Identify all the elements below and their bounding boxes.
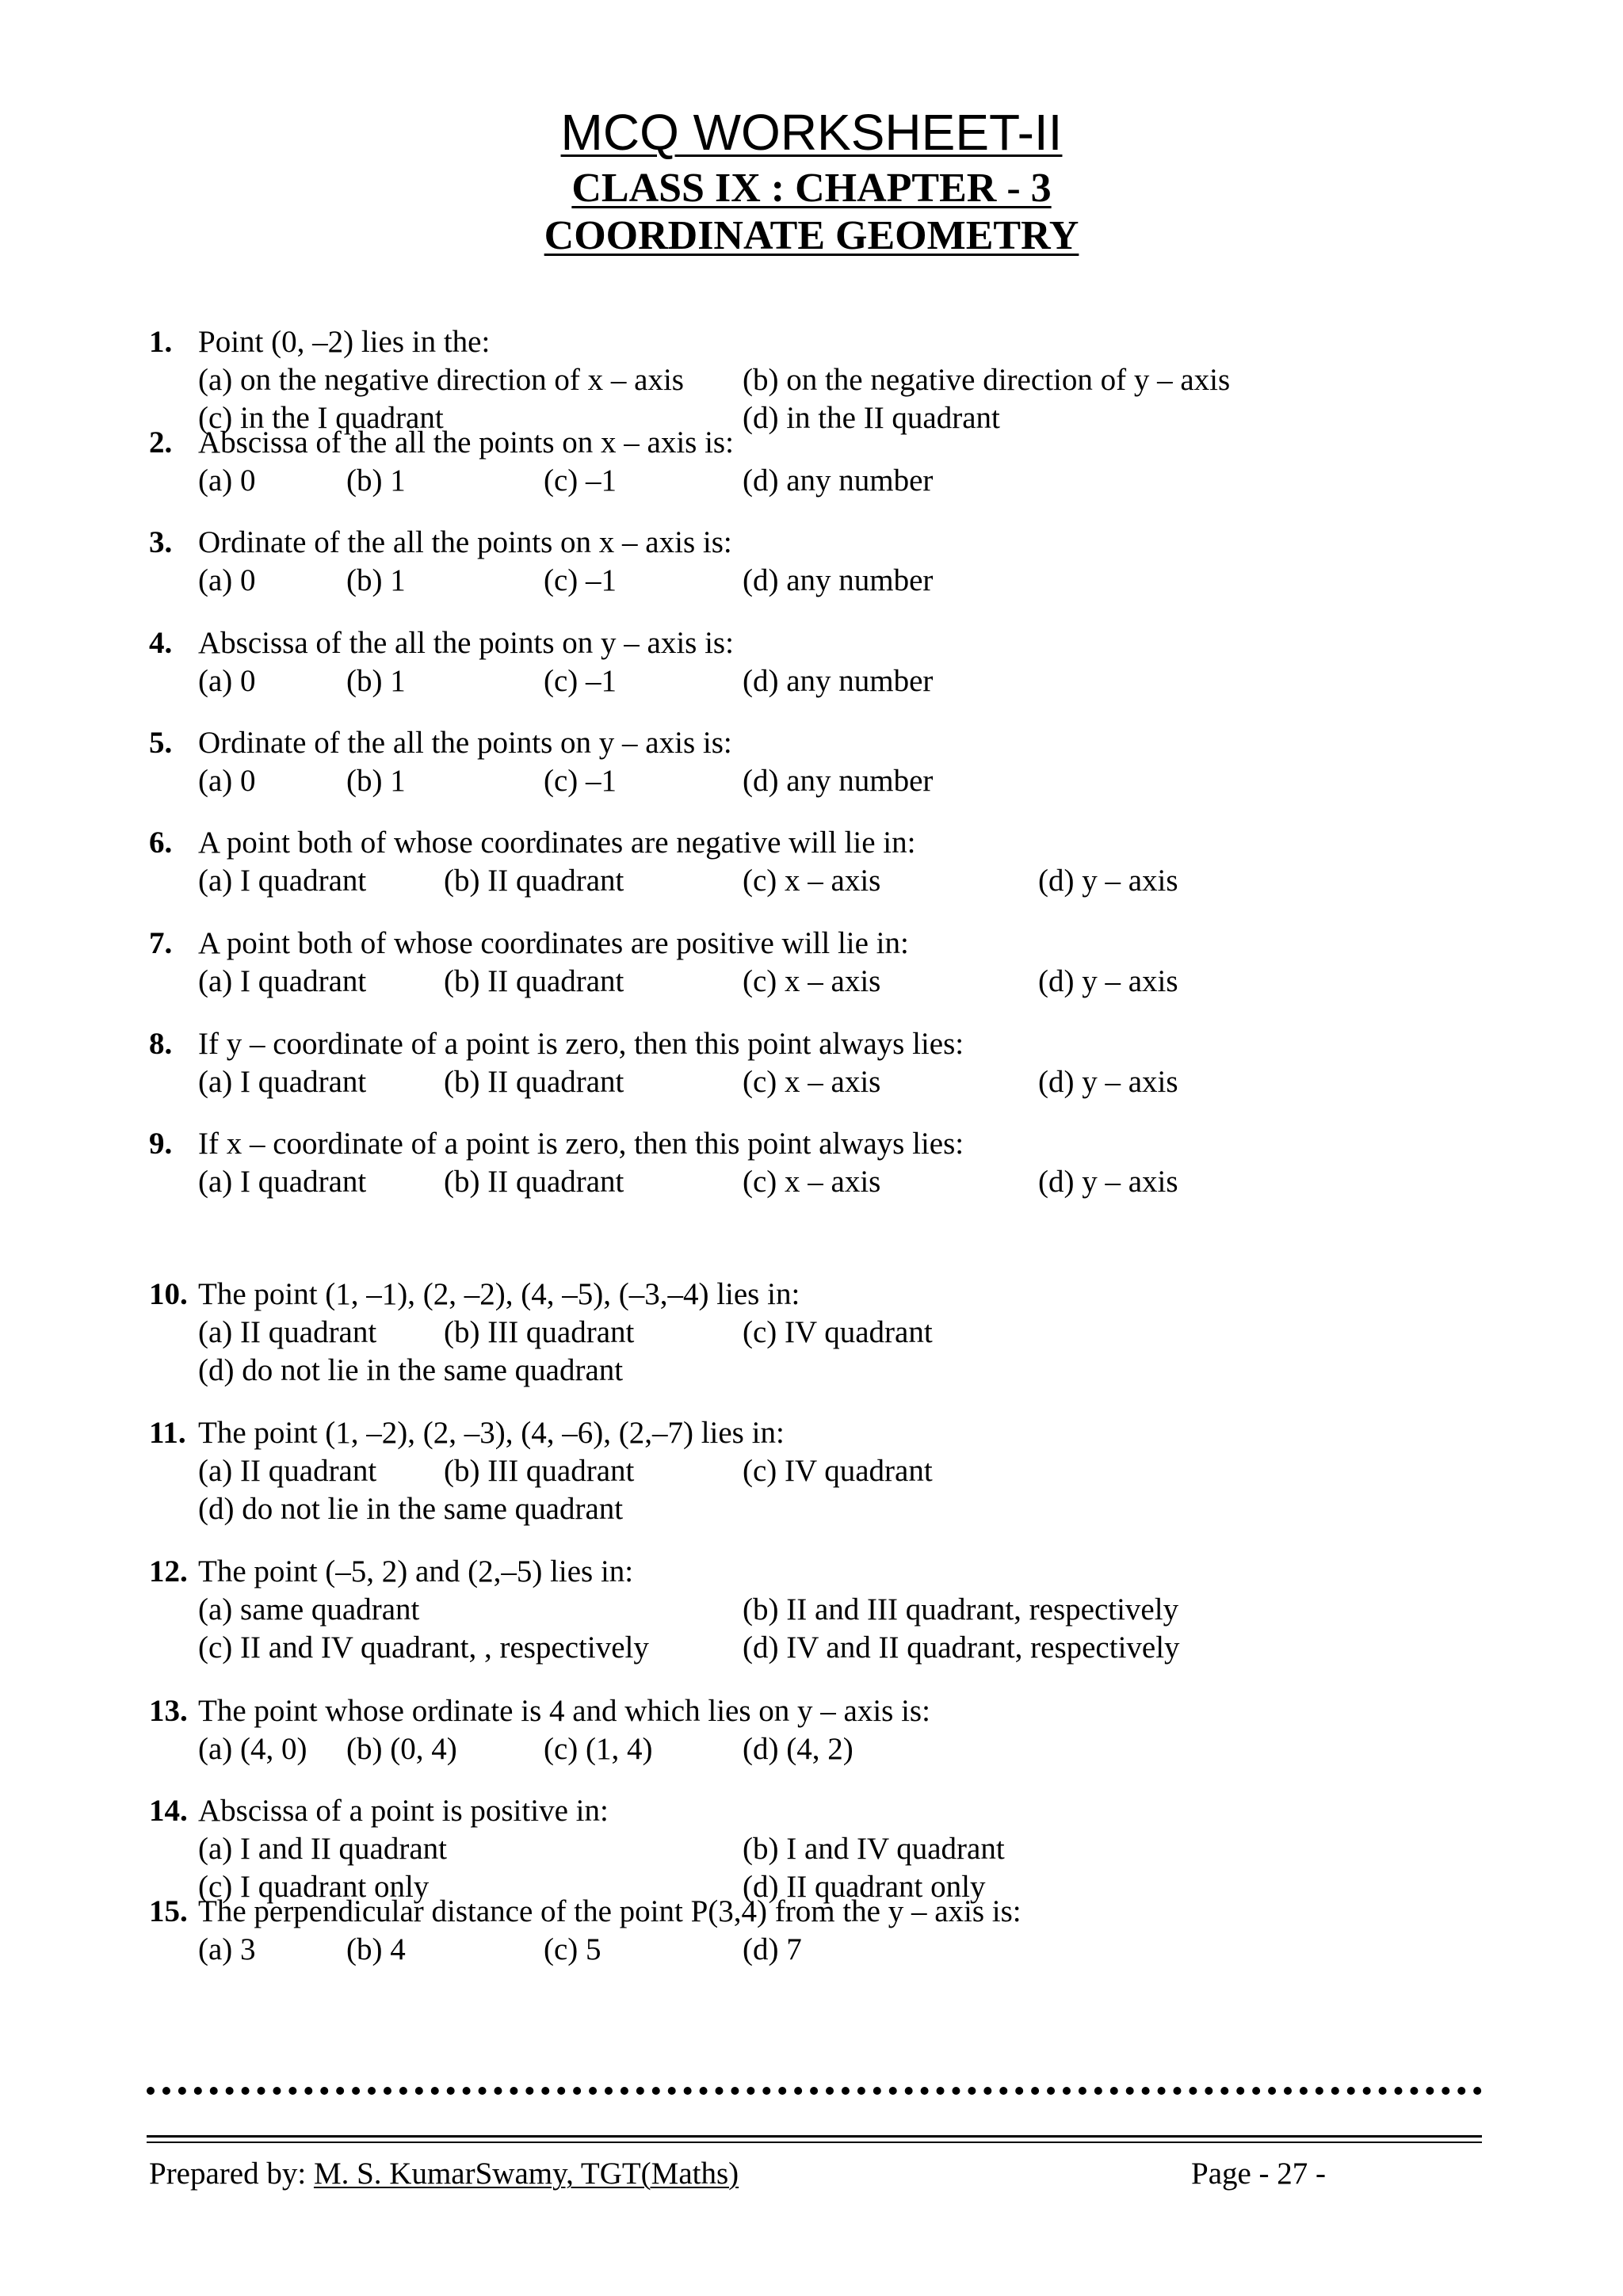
question-number: 2. — [149, 425, 173, 460]
question-text: If y – coordinate of a point is zero, then this point always lies: — [198, 1027, 964, 1061]
question-text: Abscissa of the all the points on x – axis is: — [198, 425, 734, 460]
question-number: 13. — [149, 1694, 188, 1728]
answer-option: (a) same quadrant — [198, 1592, 420, 1627]
answer-option: (a) 0 — [198, 664, 256, 698]
question-number: 3. — [149, 525, 173, 559]
class-chapter-heading — [0, 168, 1623, 209]
question-text: The perpendicular distance of the point P(3,4) from the y – axis is: — [198, 1894, 1022, 1928]
question-text: Point (0, –2) lies in the: — [198, 325, 491, 359]
question-text: The point (–5, 2) and (2,–5) lies in: — [198, 1554, 634, 1589]
answer-option: (d) any number — [743, 664, 934, 698]
answer-option: (d) (4, 2) — [743, 1732, 854, 1766]
answer-option: (d) in the II quadrant — [743, 401, 1000, 435]
answer-option: (d) y – axis — [1038, 1065, 1178, 1099]
question-number: 12. — [149, 1554, 188, 1589]
footer-author: M. S. KumarSwamy, TGT(Maths) — [313, 2157, 739, 2191]
answer-option: (a) II quadrant — [198, 1315, 377, 1349]
answer-option: (c) in the I quadrant — [198, 401, 444, 435]
answer-option: (c) (1, 4) — [544, 1732, 653, 1766]
answer-option: (b) II and III quadrant, respectively — [743, 1592, 1179, 1627]
answer-option: (c) x – axis — [743, 1165, 881, 1199]
answer-option: (c) IV quadrant — [743, 1454, 933, 1488]
answer-option: (c) IV quadrant — [743, 1315, 933, 1349]
footer-rule — [147, 2135, 1482, 2138]
answer-option: (b) on the negative direction of y – axis — [743, 363, 1231, 397]
answer-option: (c) II and IV quadrant, , respectively — [198, 1630, 649, 1665]
answer-option: (b) (0, 4) — [346, 1732, 457, 1766]
answer-option: (d) IV and II quadrant, respectively — [743, 1630, 1180, 1665]
answer-option: (c) –1 — [544, 664, 617, 698]
answer-option: (a) I quadrant — [198, 864, 367, 898]
answer-option: (c) –1 — [544, 463, 617, 498]
answer-option: (b) I and IV quadrant — [743, 1832, 1005, 1866]
question-text: The point whose ordinate is 4 and which lies on y – axis is: — [198, 1694, 930, 1728]
answer-option: (a) 3 — [198, 1932, 256, 1966]
question-text: The point (1, –2), (2, –3), (4, –6), (2,–7) lies in: — [198, 1416, 785, 1450]
answer-option: (b) 1 — [346, 463, 406, 498]
dotted-divider — [147, 2087, 1482, 2095]
question-text: The point (1, –1), (2, –2), (4, –5), (–3,–4) lies in: — [198, 1277, 800, 1311]
answer-option: (a) I quadrant — [198, 1165, 367, 1199]
answer-option: (c) 5 — [544, 1932, 601, 1966]
question-text: Ordinate of the all the points on x – axis is: — [198, 525, 732, 559]
question-text: If x – coordinate of a point is zero, then this point always lies: — [198, 1127, 964, 1161]
answer-option: (d) any number — [743, 764, 934, 798]
page-number: Page - 27 - — [1191, 2157, 1327, 2191]
question-number: 4. — [149, 626, 173, 660]
footer-prepared-by — [149, 2155, 739, 2193]
answer-option: (a) 0 — [198, 463, 256, 498]
question-number: 11. — [149, 1416, 186, 1450]
answer-option: (a) (4, 0) — [198, 1732, 307, 1766]
question-number: 10. — [149, 1277, 188, 1311]
answer-option: (c) –1 — [544, 563, 617, 597]
class-chapter-text: CLASS IX : CHAPTER - 3 — [571, 166, 1052, 211]
worksheet-title — [0, 104, 1623, 161]
question-text: Ordinate of the all the points on y – axis is: — [198, 726, 732, 760]
answer-option: (b) 1 — [346, 764, 406, 798]
answer-option: (a) I quadrant — [198, 964, 367, 998]
footer-prepared-label: Prepared by: — [149, 2157, 314, 2191]
answer-option: (b) 1 — [346, 664, 406, 698]
answer-option: (b) 4 — [346, 1932, 406, 1966]
answer-option: (a) on the negative direction of x – axis — [198, 363, 684, 397]
answer-option: (b) 1 — [346, 563, 406, 597]
question-number: 9. — [149, 1127, 173, 1161]
footer-rule-inner — [147, 2142, 1482, 2143]
answer-option: (a) I and II quadrant — [198, 1832, 447, 1866]
answer-option: (b) II quadrant — [444, 1165, 624, 1199]
answer-option: (b) III quadrant — [444, 1454, 635, 1488]
question-text: Abscissa of the all the points on y – axis is: — [198, 626, 734, 660]
chapter-name-text: COORDINATE GEOMETRY — [544, 213, 1079, 258]
answer-option: (c) –1 — [544, 764, 617, 798]
answer-option: (d) do not lie in the same quadrant — [198, 1492, 624, 1526]
question-text: Abscissa of a point is positive in: — [198, 1794, 609, 1828]
answer-option: (d) 7 — [743, 1932, 802, 1966]
question-number: 14. — [149, 1794, 188, 1828]
question-number: 5. — [149, 726, 173, 760]
question-number: 1. — [149, 325, 173, 359]
question-text: A point both of whose coordinates are negative will lie in: — [198, 826, 916, 860]
answer-option: (b) II quadrant — [444, 864, 624, 898]
question-number: 6. — [149, 826, 173, 860]
question-text: A point both of whose coordinates are positive will lie in: — [198, 926, 909, 960]
answer-option: (d) any number — [743, 563, 934, 597]
answer-option: (c) x – axis — [743, 964, 881, 998]
question-number: 7. — [149, 926, 173, 960]
answer-option: (d) any number — [743, 463, 934, 498]
answer-option: (b) II quadrant — [444, 964, 624, 998]
answer-option: (a) II quadrant — [198, 1454, 377, 1488]
answer-option: (d) y – axis — [1038, 1165, 1178, 1199]
question-number: 15. — [149, 1894, 188, 1928]
answer-option: (d) do not lie in the same quadrant — [198, 1353, 624, 1387]
answer-option: (b) III quadrant — [444, 1315, 635, 1349]
answer-option: (c) I quadrant only — [198, 1870, 430, 1904]
answer-option: (a) I quadrant — [198, 1065, 367, 1099]
answer-option: (d) y – axis — [1038, 964, 1178, 998]
answer-option: (a) 0 — [198, 563, 256, 597]
answer-option: (b) II quadrant — [444, 1065, 624, 1099]
answer-option: (c) x – axis — [743, 864, 881, 898]
answer-option: (c) x – axis — [743, 1065, 881, 1099]
worksheet-title-text: MCQ WORKSHEET-II — [560, 104, 1063, 161]
answer-option: (d) II quadrant only — [743, 1870, 986, 1904]
answer-option: (a) 0 — [198, 764, 256, 798]
chapter-name-heading — [0, 215, 1623, 257]
answer-option: (d) y – axis — [1038, 864, 1178, 898]
question-number: 8. — [149, 1027, 173, 1061]
